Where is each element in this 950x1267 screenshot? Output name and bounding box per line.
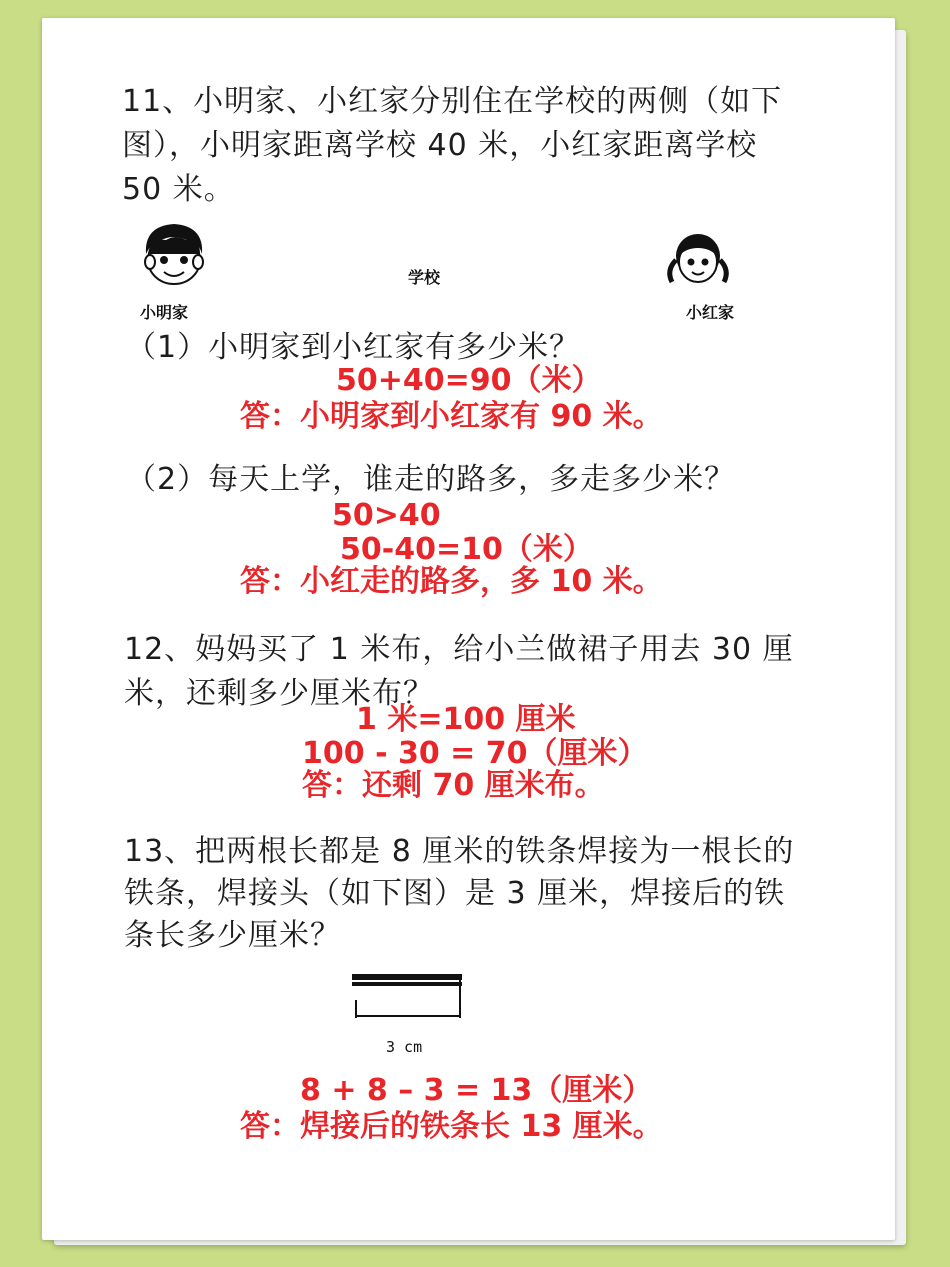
q11-part2-compare: 50>40 [332, 498, 441, 533]
q11-part1-equation: 50+40=90（米） [336, 363, 602, 398]
q11-part2-answer: 答：小红走的路多，多 10 米。 [240, 564, 663, 599]
q11-line-2: 图），小明家距离学校 40 米，小红家距离学校 [122, 128, 758, 163]
q12-equation: 100 - 30 = 70（厘米） [302, 736, 648, 771]
q11-part1-answer: 答：小明家到小红家有 90 米。 [240, 399, 663, 434]
q13-line-3: 条长多少厘米？ [124, 918, 341, 953]
q13-line-2: 铁条，焊接头（如下图）是 3 厘米，焊接后的铁 [124, 876, 786, 911]
girl-home-label: 小红家 [686, 303, 735, 322]
q11-part1-question: （1）小明家到小红家有多少米？ [126, 330, 581, 365]
q13-line-1: 13、把两根长都是 8 厘米的铁条焊接为一根长的 [124, 834, 795, 869]
girl-icon [660, 220, 736, 288]
q12-conversion: 1 米=100 厘米 [356, 702, 576, 737]
q11-line-3: 50 米。 [122, 172, 235, 207]
q12-line-2: 米，还剩多少厘米布？ [124, 676, 434, 711]
q12-line-1: 12、妈妈买了 1 米布，给小兰做裙子用去 30 厘 [124, 632, 794, 667]
boy-icon [136, 220, 212, 288]
welded-bars-figure [348, 970, 468, 1030]
q12-answer: 答：还剩 70 厘米布。 [302, 768, 605, 803]
q11-part2-question: （2）每天上学，谁走的路多，多走多少米？ [126, 462, 736, 497]
boy-home-label: 小明家 [140, 303, 189, 322]
q13-equation: 8 + 8 – 3 = 13（厘米） [300, 1073, 653, 1108]
q11-line-1: 11、小明家、小红家分别住在学校的两侧（如下 [122, 84, 783, 119]
weld-length-label: 3 cm [386, 1038, 423, 1056]
q13-answer: 答：焊接后的铁条长 13 厘米。 [240, 1109, 663, 1144]
school-label: 学校 [408, 268, 441, 287]
q11-part2-equation: 50-40=10（米） [340, 532, 593, 567]
